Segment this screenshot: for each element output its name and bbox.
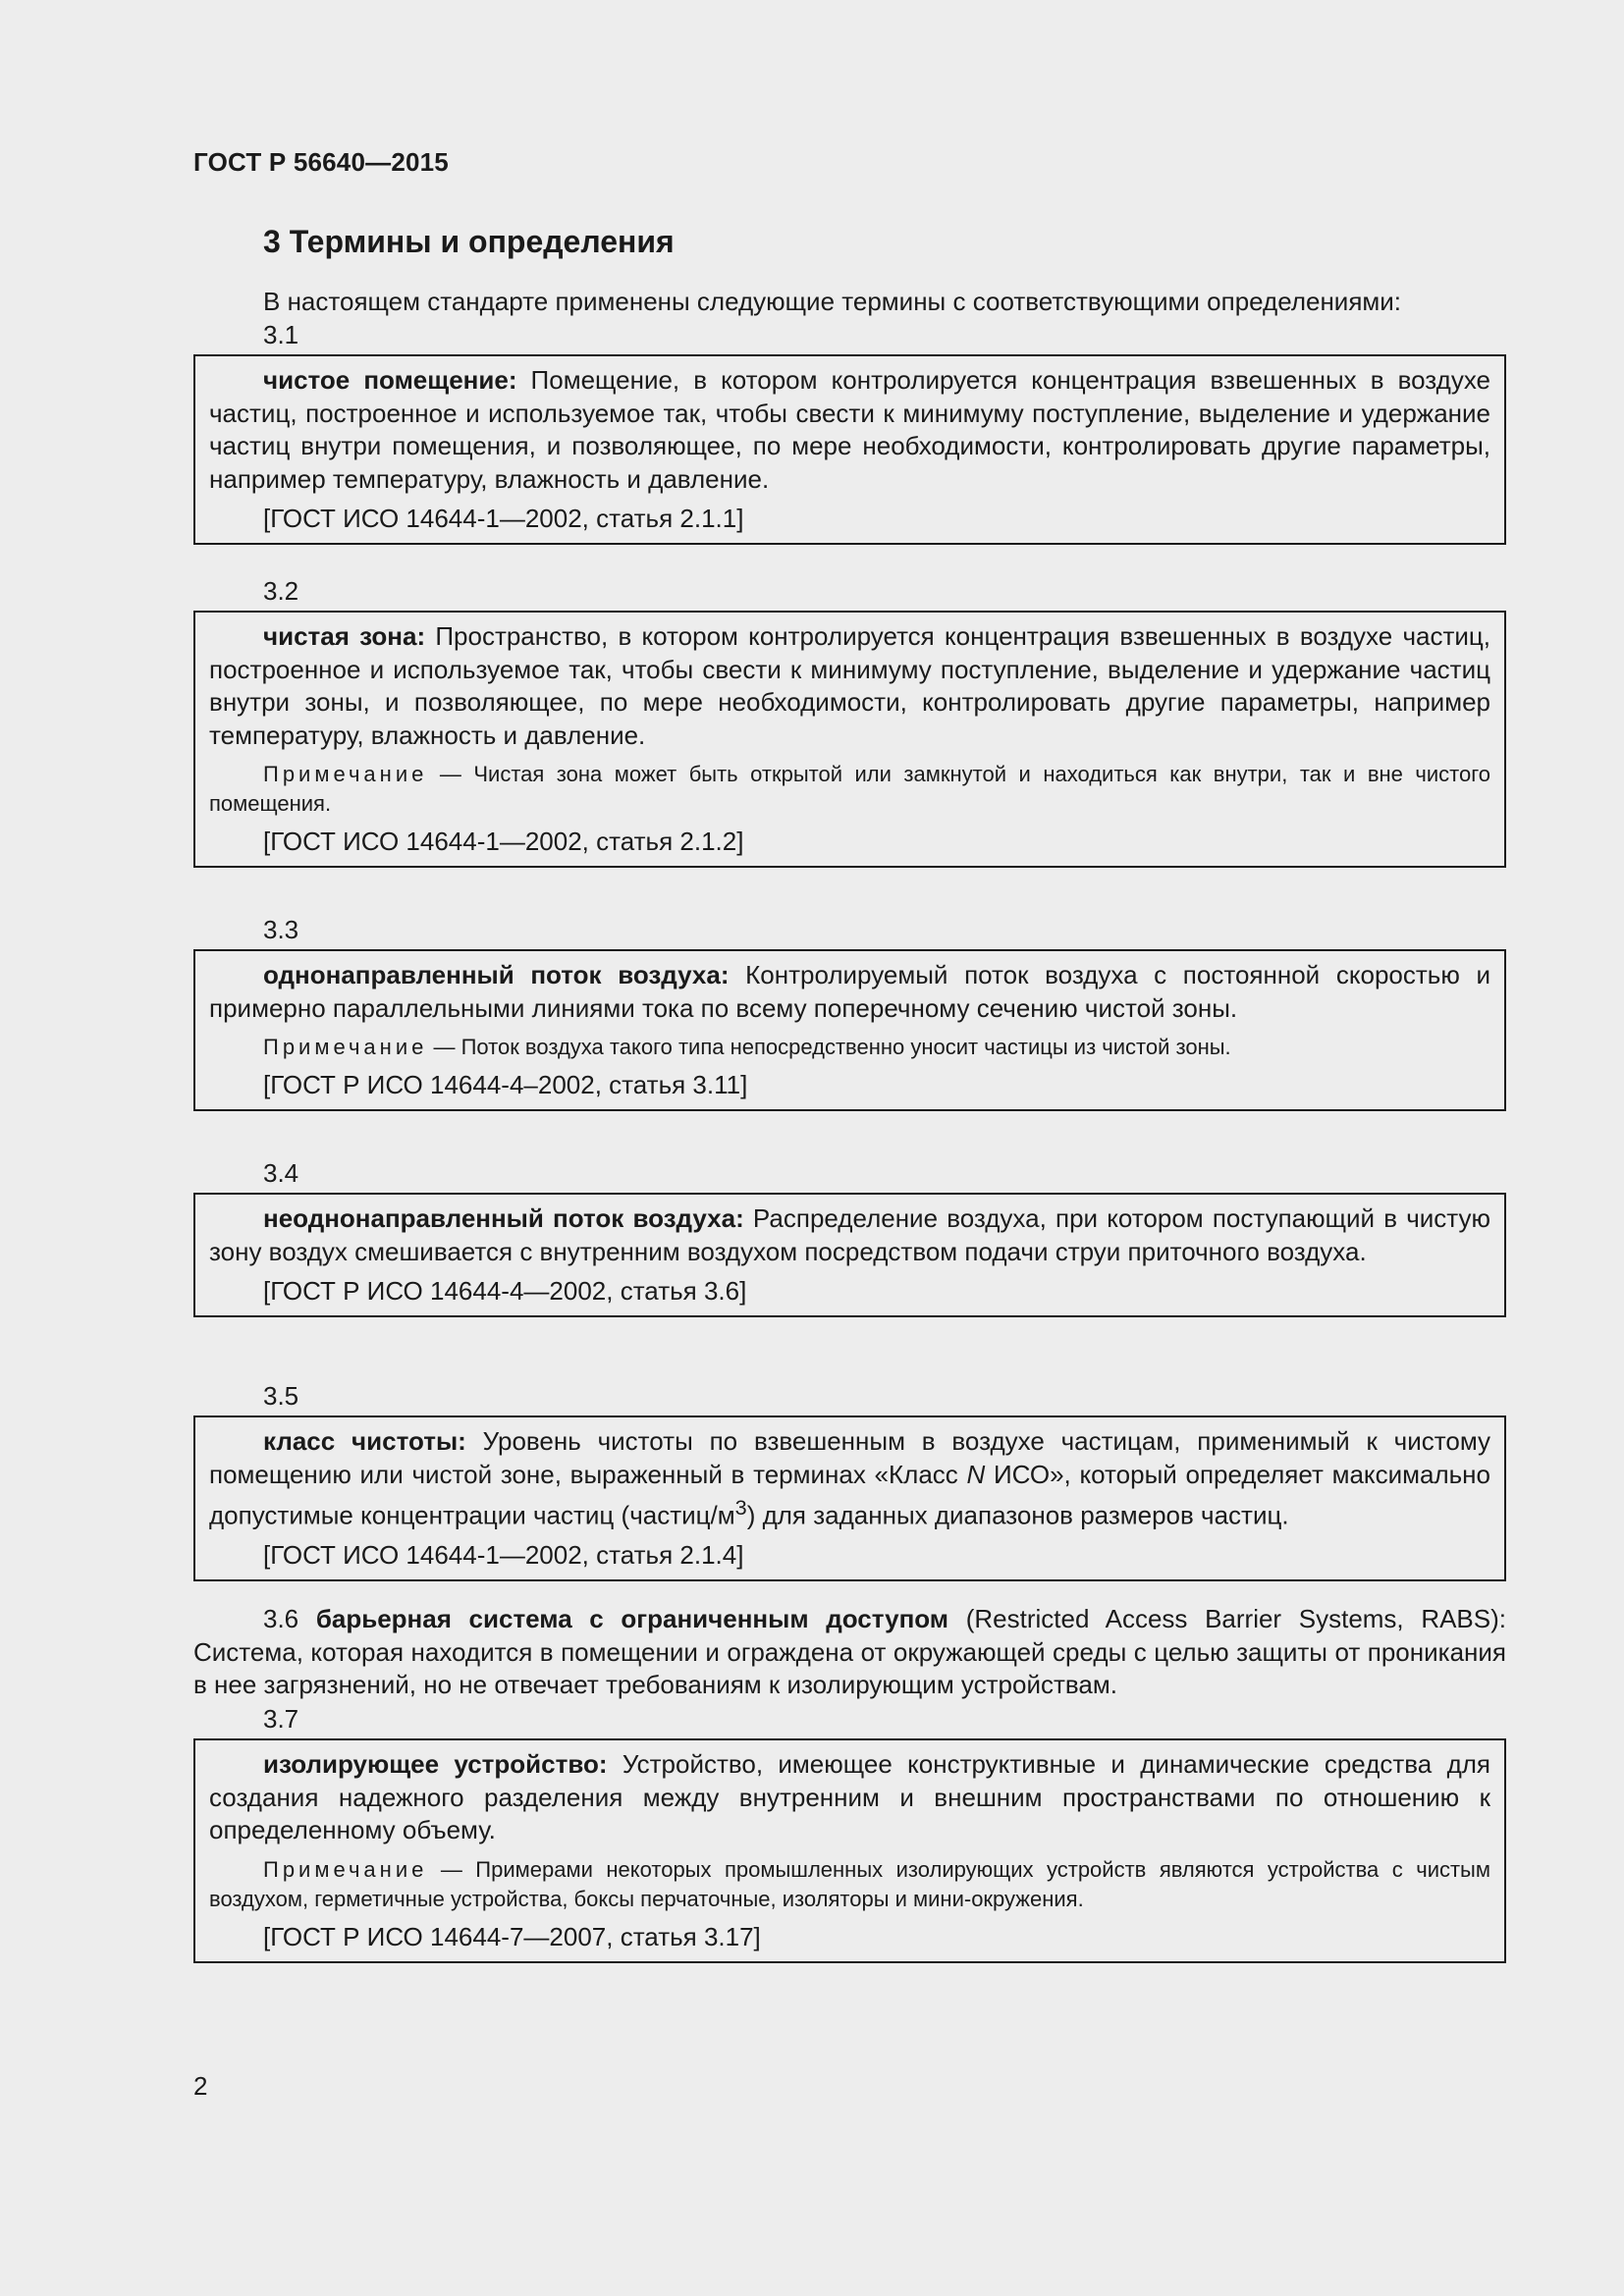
term-definition-plain: [193, 1603, 1506, 1702]
definition-text: Помещение, в котором контролируется концентрация взвешенных в воздухе частиц, построенное и используемое так, чтобы свести к минимуму поступление, выделение и удержание частиц внутри помещения, и позволяющее, по мере необходимости, контролировать другие параметры, например температуру, влажность и давление.: [209, 365, 1490, 494]
term-definition: [209, 1748, 1490, 1847]
note-label: Примечание: [263, 1035, 428, 1059]
term-number: 3.3: [263, 915, 299, 944]
definition-text: ) для заданных диапазонов размеров частиц.: [746, 1500, 1289, 1530]
term-note: [209, 760, 1490, 819]
definition-text: Распределение воздуха, при котором поступающий в чистую зону воздух смешивается с внутренним воздухом посредством подачи струи приточного воздуха.: [209, 1203, 1491, 1266]
term-box: [193, 611, 1506, 868]
term-reference: [ГОСТ Р ИСО 14644-4—2002, статья 3.6]: [263, 1276, 747, 1306]
term-definition: [209, 620, 1490, 752]
term-number: 3.4: [263, 1158, 299, 1188]
definition-text: ИСО», который определяет максимально допустимые концентрации частиц (частиц/м: [209, 1459, 1490, 1530]
term-number: 3.2: [263, 576, 299, 606]
term-number: 3.5: [263, 1381, 299, 1411]
document-id: ГОСТ Р 56640—2015: [193, 147, 449, 177]
definition-text: Уровень чистоты по взвешенным в воздухе частицам, применимый к чистому помещению или чистой зоне, выраженный в терминах «Класс: [209, 1426, 1490, 1489]
term-number: 3.1: [263, 320, 299, 349]
term-name: неоднонаправленный поток воздуха:: [263, 1203, 744, 1233]
term-reference: [ГОСТ Р ИСО 14644-4–2002, статья 3.11]: [263, 1070, 748, 1099]
term-box: [193, 354, 1506, 545]
term-box: [193, 949, 1506, 1111]
term-name: класс чистоты:: [263, 1426, 466, 1456]
term-definition: [209, 959, 1490, 1025]
term-name: барьерная система с ограниченным доступом: [315, 1604, 949, 1633]
term-box: [193, 1193, 1506, 1317]
note-label: Примечание: [263, 762, 428, 786]
term-number: 3.6: [263, 1604, 299, 1633]
definition-italic: N: [966, 1459, 986, 1489]
term-name: чистая зона:: [263, 621, 426, 651]
page-number: 2: [193, 2071, 208, 2101]
term-definition: [209, 364, 1490, 496]
definition-text: Контролируемый поток воздуха с постоянной скоростью и примерно параллельными линиями тока по всему поперечному сечению чистой зоны.: [209, 960, 1490, 1023]
section-title: 3 Термины и определения: [263, 224, 675, 259]
term-definition: [209, 1425, 1490, 1532]
term-name: чистое помещение:: [263, 365, 517, 395]
note-text: — Поток воздуха такого типа непосредственно уносит частицы из чистой зоны.: [427, 1035, 1231, 1059]
term-reference: [ГОСТ Р ИСО 14644-7—2007, статья 3.17]: [263, 1921, 761, 1951]
term-name: изолирующее устройство:: [263, 1749, 608, 1779]
term-reference: [ГОСТ ИСО 14644-1—2002, статья 2.1.4]: [263, 1540, 744, 1571]
term-box: [193, 1738, 1506, 1963]
term-note: [209, 1033, 1490, 1062]
note-label: Примечание: [263, 1856, 428, 1882]
section-lead: В настоящем стандарте применены следующие термины с соответствующими определениями:: [263, 287, 1402, 316]
term-box: [193, 1415, 1506, 1581]
definition-text: Устройство, имеющее конструктивные и динамические средства для создания надежного разделения между внутренним и внешним пространствами по отношению к определенному объему.: [209, 1749, 1491, 1844]
definition-text: Пространство, в котором контролируется концентрация взвешенных в воздухе частиц, построенное и используемое так, чтобы свести к минимуму поступление, выделение и удержание частиц внутри зоны, и позволяющее, по мере необходимости, контролировать другие параметры, например температуру, влажность и давление.: [209, 621, 1490, 750]
note-text: — Чистая зона может быть открытой или замкнутой и находиться как внутри, так и вне чистого помещения.: [209, 762, 1490, 816]
definition-text: (Restricted Access Barrier Systems, RABS): Система, которая находится в помещении и ограждена от окружающей среды с целью защиты от проникания в нее загрязнений, но не отвечает требованиям к изолирующим устройствам.: [193, 1604, 1506, 1699]
term-reference: [ГОСТ ИСО 14644-1—2002, статья 2.1.2]: [263, 827, 744, 856]
term-reference: [ГОСТ ИСО 14644-1—2002, статья 2.1.1]: [263, 504, 744, 533]
term-number: 3.7: [263, 1704, 299, 1734]
note-text: — Примерами некоторых промышленных изолирующих устройств являются устройства с чистым воздухом, герметичные устройства, боксы перчаточные, изоляторы и мини-окружения.: [209, 1856, 1490, 1911]
term-note: [209, 1855, 1490, 1914]
definition-superscript: 3: [734, 1495, 747, 1520]
term-definition: [209, 1202, 1490, 1268]
term-name: однонаправленный поток воздуха:: [263, 960, 730, 989]
